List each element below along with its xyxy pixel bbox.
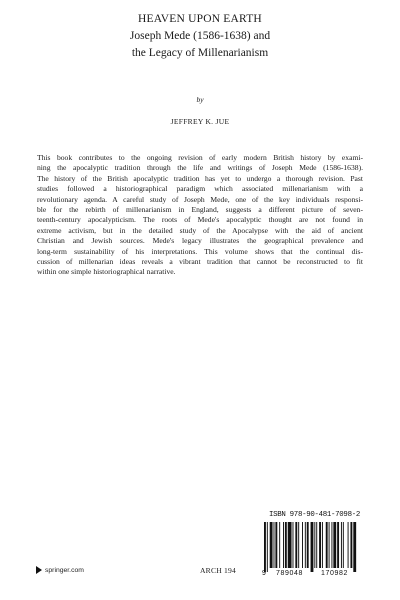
blurb-line: revolutionary agenda. A careful study of Joseph Mede, one of the key individuals responsi- [37, 194, 363, 204]
by-label: by [196, 95, 204, 104]
blurb-line: This book contributes to the ongoing revision of early modern British history by exami- [37, 153, 363, 162]
book-description [37, 153, 363, 278]
book-title: HEAVEN UPON EARTH [138, 13, 262, 25]
barcode-digits [262, 570, 368, 580]
blurb-line: teenth-century apocalypticism. The roots of Mede's apocalyptic thought are not found in [37, 215, 363, 225]
author-name: JEFFREY K. JUE [170, 117, 230, 126]
blurb-line: studies followed a historiographical paradigm which associated millenarianism with a [37, 184, 363, 194]
publisher-url: springer.com [45, 566, 84, 574]
blurb-line: Christian and Jewish sources. Mede's legacy illustrates the geographical prevalence and [37, 236, 363, 246]
blurb-line: cussion of millenarian ideas reveals a vibrant tradition that cannot be reconstructed to fit [37, 257, 363, 267]
subtitle-line-2: the Legacy of Millenarianism [131, 46, 269, 59]
book-subtitle [0, 28, 400, 61]
series-number: ARCH 194 [200, 566, 236, 575]
barcode-digit-first: 9 [262, 570, 266, 577]
subtitle-line-1: Joseph Mede (1586-1638) and [129, 30, 271, 42]
barcode-digits-group-1: 789048 [276, 570, 303, 577]
isbn-label: ISBN 978-90-481-7098-2 [269, 511, 360, 519]
blurb-line: long-term sustainability of his interpretations. This volume shows that the continual dis- [37, 246, 363, 256]
blurb-line: ning the apocalyptic tradition through the life and writings of Joseph Mede (1586-1638). [37, 163, 363, 173]
springer-arrow-icon [36, 566, 42, 574]
blurb-line: ble for the rebirth of millenarianism in England, suggests a different picture of seven- [37, 205, 363, 215]
barcode-digits-group-2: 170982 [321, 570, 348, 577]
blurb-line: The history of the British apocalyptic tradition has yet to undergo a thorough revision. Past [37, 173, 363, 183]
isbn-barcode [262, 522, 368, 572]
blurb-line: extreme activism, but in the detailed study of the Apocalypse with the aid of ancient [37, 225, 363, 235]
publisher-link[interactable] [36, 566, 84, 574]
blurb-line: within one simple historiographical narrative. [37, 267, 176, 277]
